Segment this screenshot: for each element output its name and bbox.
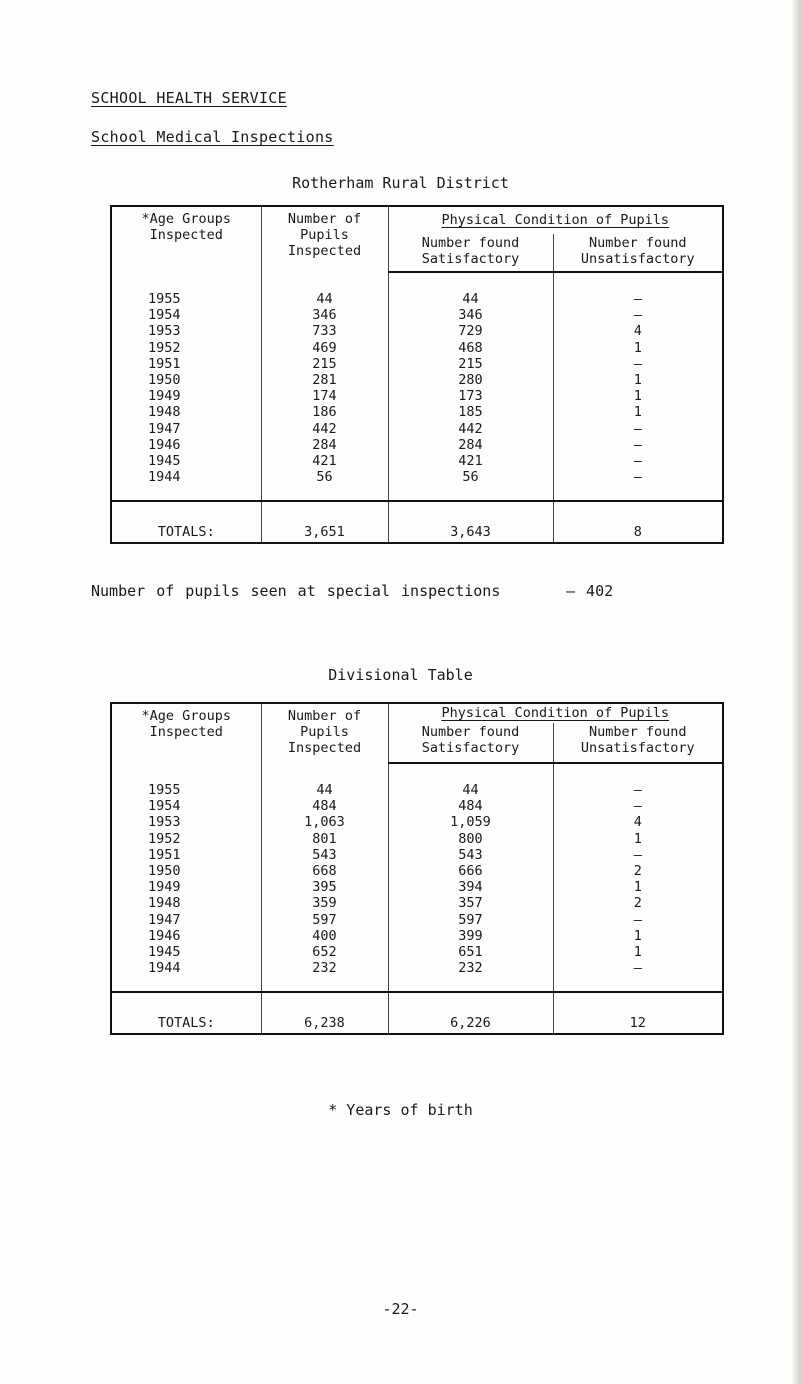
table-row: 1947 597 597 – (111, 912, 723, 928)
page-subheading: School Medical Inspections (91, 128, 334, 146)
divisional-table-title: Divisional Table (328, 666, 473, 684)
table-row: 1948 186 185 1 (111, 404, 723, 420)
table-row: 1951 543 543 – (111, 847, 723, 863)
special-inspections-value: – 402 (566, 582, 614, 600)
table-row: 1953 1,063 1,059 4 (111, 814, 723, 830)
page-edge (791, 0, 801, 1384)
table-row: 1951 215 215 – (111, 356, 723, 372)
page-number: -22- (382, 1300, 419, 1318)
table-row: 1955 44 44 – (111, 763, 723, 798)
table-row: 1955 44 44 – (111, 272, 723, 307)
physical-condition-header: Physical Condition of Pupils (388, 206, 723, 234)
table-row: 1944 232 232 – (111, 960, 723, 992)
table-row: 1944 56 56 – (111, 469, 723, 501)
table-row: 1952 801 800 1 (111, 831, 723, 847)
table-row: 1946 400 399 1 (111, 928, 723, 944)
table-row: 1953 733 729 4 (111, 323, 723, 339)
table-row: 1945 421 421 – (111, 453, 723, 469)
special-inspections-label: Number of pupils seen at special inspections (91, 582, 501, 600)
table-row: 1952 469 468 1 (111, 340, 723, 356)
table-row: 1950 281 280 1 (111, 372, 723, 388)
age-groups-header: *Age Groups Inspected (111, 703, 261, 763)
table-row: 1954 484 484 – (111, 798, 723, 814)
satisfactory-header: Number found Satisfactory (388, 723, 553, 763)
page-heading: SCHOOL HEALTH SERVICE (91, 89, 287, 107)
totals-row: TOTALS: 3,651 3,643 8 (111, 501, 723, 543)
divisional-inspections-table (110, 702, 724, 1035)
footnote: * Years of birth (328, 1101, 473, 1119)
table-row: 1950 668 666 2 (111, 863, 723, 879)
satisfactory-header: Number found Satisfactory (388, 234, 553, 272)
pupils-inspected-header: Number of Pupils Inspected (261, 206, 388, 272)
rural-table-title: Rotherham Rural District (292, 174, 509, 192)
table-row: 1948 359 357 2 (111, 895, 723, 911)
rural-inspections-table (110, 205, 724, 544)
unsatisfactory-header: Number found Unsatisfactory (553, 723, 723, 763)
totals-row: TOTALS: 6,238 6,226 12 (111, 992, 723, 1034)
table-row: 1954 346 346 – (111, 307, 723, 323)
pupils-inspected-header: Number of Pupils Inspected (261, 703, 388, 763)
table-row: 1945 652 651 1 (111, 944, 723, 960)
table-row: 1949 174 173 1 (111, 388, 723, 404)
physical-condition-header: Physical Condition of Pupils (388, 703, 723, 723)
unsatisfactory-header: Number found Unsatisfactory (553, 234, 723, 272)
table-row: 1946 284 284 – (111, 437, 723, 453)
table-row: 1949 395 394 1 (111, 879, 723, 895)
table-row: 1947 442 442 – (111, 421, 723, 437)
age-groups-header: *Age Groups Inspected (111, 206, 261, 272)
